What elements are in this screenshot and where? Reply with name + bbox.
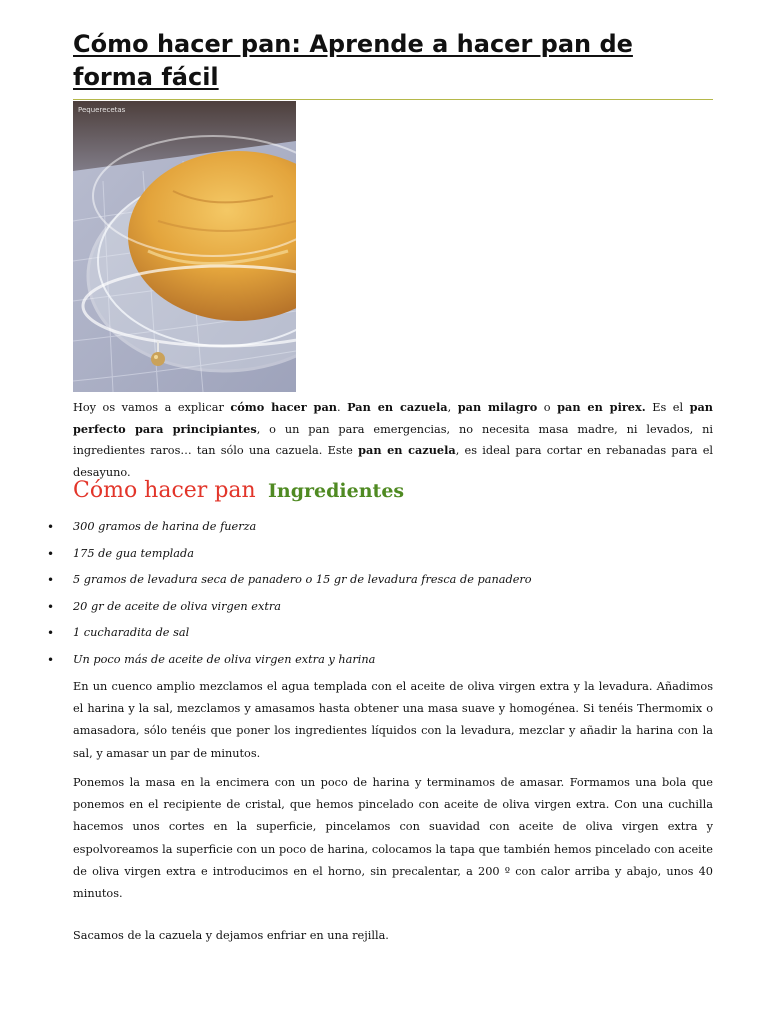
ingredient-text: 1 cucharadita de sal (73, 626, 190, 640)
bullet-icon: • (47, 626, 55, 641)
bullet-icon: • (47, 573, 55, 588)
section-title: Cómo hacer pan (73, 478, 256, 503)
ingredient-text: 175 de gua templada (73, 546, 194, 560)
ingredient-item (0, 569, 768, 596)
ingredient-text: Un poco más de aceite de oliva virgen extra y harina (73, 652, 376, 666)
intro-paragraph (73, 397, 713, 483)
bullet-icon: • (47, 652, 55, 667)
intro-text: o (537, 401, 558, 414)
intro-text: , (447, 401, 458, 414)
intro-bold: Pan en cazuela (347, 400, 448, 414)
ingredient-item (0, 622, 768, 649)
intro-bold: cómo hacer pan (230, 400, 337, 414)
intro-text: Es el (645, 401, 690, 414)
body-paragraph: En un cuenco amplio mezclamos el agua templada con el aceite de oliva virgen extra y la levadura. Añadimos el harina y la sal, mezclamos y amasamos hasta obtener una masa suave y homogénea. Si tenéis Thermomix o amasadora, sólo tenéis que poner los ingredientes líquidos con la levadura, mezclar y añadir la harina con la sal, y amasar un par de minutos. (73, 680, 713, 760)
intro-bold: pan milagro (457, 400, 538, 414)
bread-in-glass-dish-image (73, 101, 296, 392)
image-watermark: Pequerecetas (78, 106, 126, 114)
ingredient-item (0, 596, 768, 623)
intro-text: , o un pan para emergencias, no necesita masa madre, ni levados, ni ingredientes raros… tan sólo una cazuela. Este (73, 422, 714, 457)
body-paragraph: Ponemos la masa en la encimera con un poco de harina y terminamos de amasar. Formamos una bola que ponemos en el recipiente de cristal, que hemos pincelado con aceite de oliva virgen extra. Con una cuchilla hacemos unos cortes en la superficie, pincelamos con suavidad con aceite de oliva virgen extra y espolvoreamos la superficie con un poco de harina, colocamos la tapa que también hemos pincelado con aceite de oliva virgen extra e introducimos en el horno, sin precalentar, a 200 º con calor arriba y abajo, unos 40 minutos. (73, 776, 713, 901)
intro-bold: pan en cazuela (358, 443, 456, 457)
bullet-icon: • (47, 520, 55, 534)
ingredient-text: 300 gramos de harina de fuerza (73, 520, 257, 533)
section-subtitle: Ingredientes (268, 480, 405, 502)
ingredients-list (0, 516, 768, 676)
intro-bold: pan en pirex. (557, 400, 646, 414)
ingredient-text: 20 gr de aceite de oliva virgen extra (73, 599, 282, 613)
title-divider (73, 99, 713, 100)
intro-text: Hoy os vamos a explicar (73, 401, 231, 414)
bread-photo (73, 101, 296, 392)
ingredient-item (0, 543, 768, 570)
bullet-icon: • (47, 599, 55, 614)
ingredient-text: 5 gramos de levadura seca de panadero o 15 gr de levadura fresca de panadero (73, 573, 532, 587)
intro-text: . (336, 401, 348, 414)
section-heading (73, 474, 404, 503)
bullet-icon: • (47, 546, 55, 561)
page-title: Cómo hacer pan: Aprende a hacer pan de forma fácil (73, 30, 633, 91)
ingredient-item (0, 649, 768, 676)
intro-bold: pan perfecto para principiantes (73, 400, 714, 436)
intro-text: , es ideal para cortar en rebanadas para el desayuno. (73, 444, 713, 479)
body-paragraph: Sacamos de la cazuela y dejamos enfriar en una rejilla. (73, 929, 389, 942)
ingredient-item (0, 516, 768, 543)
